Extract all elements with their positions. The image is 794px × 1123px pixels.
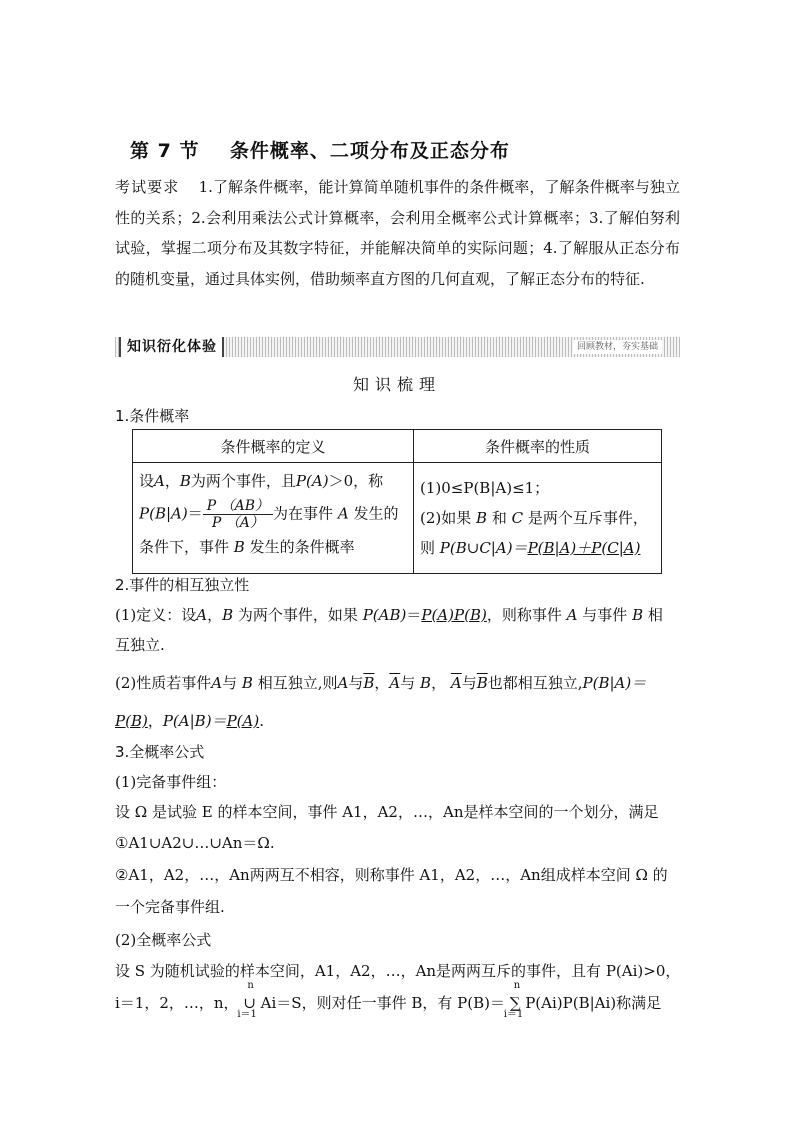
union-lower: i＝1	[237, 1009, 257, 1020]
exam-requirements	[115, 172, 680, 294]
sec2-line3: (2)性质若事件A与 B 相互独立,则A与$\overline{B}$，$\overline{A}$与 B， $\overline{A}$与$\overline{B}$也都相互独立,P(B|A)＝	[115, 674, 647, 692]
sec3-line1: 设 Ω 是试验 E 的样本空间，事件 A1，A2，…，An是样本空间的一个划分，满足	[115, 803, 659, 821]
property-cell: (1)0≤P(B|A)≤1； (2)如果 B 和 C 是两个互斥事件， 则 P(B∪C|A)＝P(B|A)＋P(C|A)	[414, 463, 662, 574]
sec2-heading: 2.事件的相互独立性	[115, 576, 250, 594]
banner-left-label: 知识衍化体验	[119, 337, 224, 357]
sec1-heading: 1.条件概率	[115, 407, 190, 425]
union-upper: n	[247, 980, 254, 991]
section-title: 第 7 节 条件概率、二项分布及正态分布	[130, 140, 510, 162]
sec3-line6: i＝1，2，…，n， n i＝1 ∪ Ai＝S，则对任一事件 B，有 P(B)＝ n i＝1 ∑ P(Ai)P(B|Ai)称满足	[115, 980, 662, 1020]
sum-lower: i＝1	[503, 1009, 524, 1020]
requirements-label: 考试要求	[115, 178, 180, 196]
fraction: $\frac{P (AB)}{P (A)}$	[203, 498, 273, 531]
section-banner	[115, 337, 680, 357]
col2-header: 条件概率的性质	[414, 430, 662, 463]
conditional-probability-table	[132, 429, 662, 574]
col1-header: 条件概率的定义	[133, 430, 414, 463]
sec3-sub2: (2)全概率公式	[115, 931, 212, 949]
sec3-line3: ②A1，A2，…，An两两互不相容，则称事件 A1，A2，…，An组成样本空间 Ω 的	[115, 866, 668, 884]
sec3-line4: 一个完备事件组.	[115, 898, 225, 916]
sec2-line2: 互独立.	[115, 636, 165, 654]
requirements-text: 1.了解条件概率，能计算简单随机事件的条件概率，了解条件概率与独立性的关系；2.会利用乘法公式计算概率，会利用全概率公式计算概率；3.了解伯努利试验，掌握二项分布及其数字特征，并能解决简单的实际问题；4.了解服从正态分布的随机变量，通过具体实例，借助频率直方图的几何直观，了解正态分布的特征.	[115, 178, 680, 288]
sec3-sub1: (1)完备事件组：	[115, 773, 227, 791]
definition-cell: 设A，B为两个事件，且P(A)＞0，称 P(B|A)＝ $\frac{P (AB)}{P (A)}$ 为在事件 A 发生的 条件下，事件 B 发生的条件概率	[133, 463, 414, 574]
banner-right-label: 回顾教材，夯实基础	[573, 340, 662, 354]
sec3-heading: 3.全概率公式	[115, 743, 205, 761]
subheading: 知识梳理	[352, 375, 441, 394]
sum-upper: n	[513, 980, 521, 991]
sec2-line4: P(B)，P(A|B)＝P(A).	[115, 712, 264, 730]
sec2-line1: (1)定义：设A，B 为两个事件，如果 P(AB)＝P(A)P(B)，则称事件 A 与事件 B 相	[115, 606, 663, 624]
sec3-line5: 设 S 为随机试验的样本空间，A1，A2，…，An是两两互斥的事件，且有 P(Ai)>0，	[115, 962, 681, 980]
sec3-line2: ①A1∪A2∪…∪An＝Ω.	[115, 834, 275, 852]
